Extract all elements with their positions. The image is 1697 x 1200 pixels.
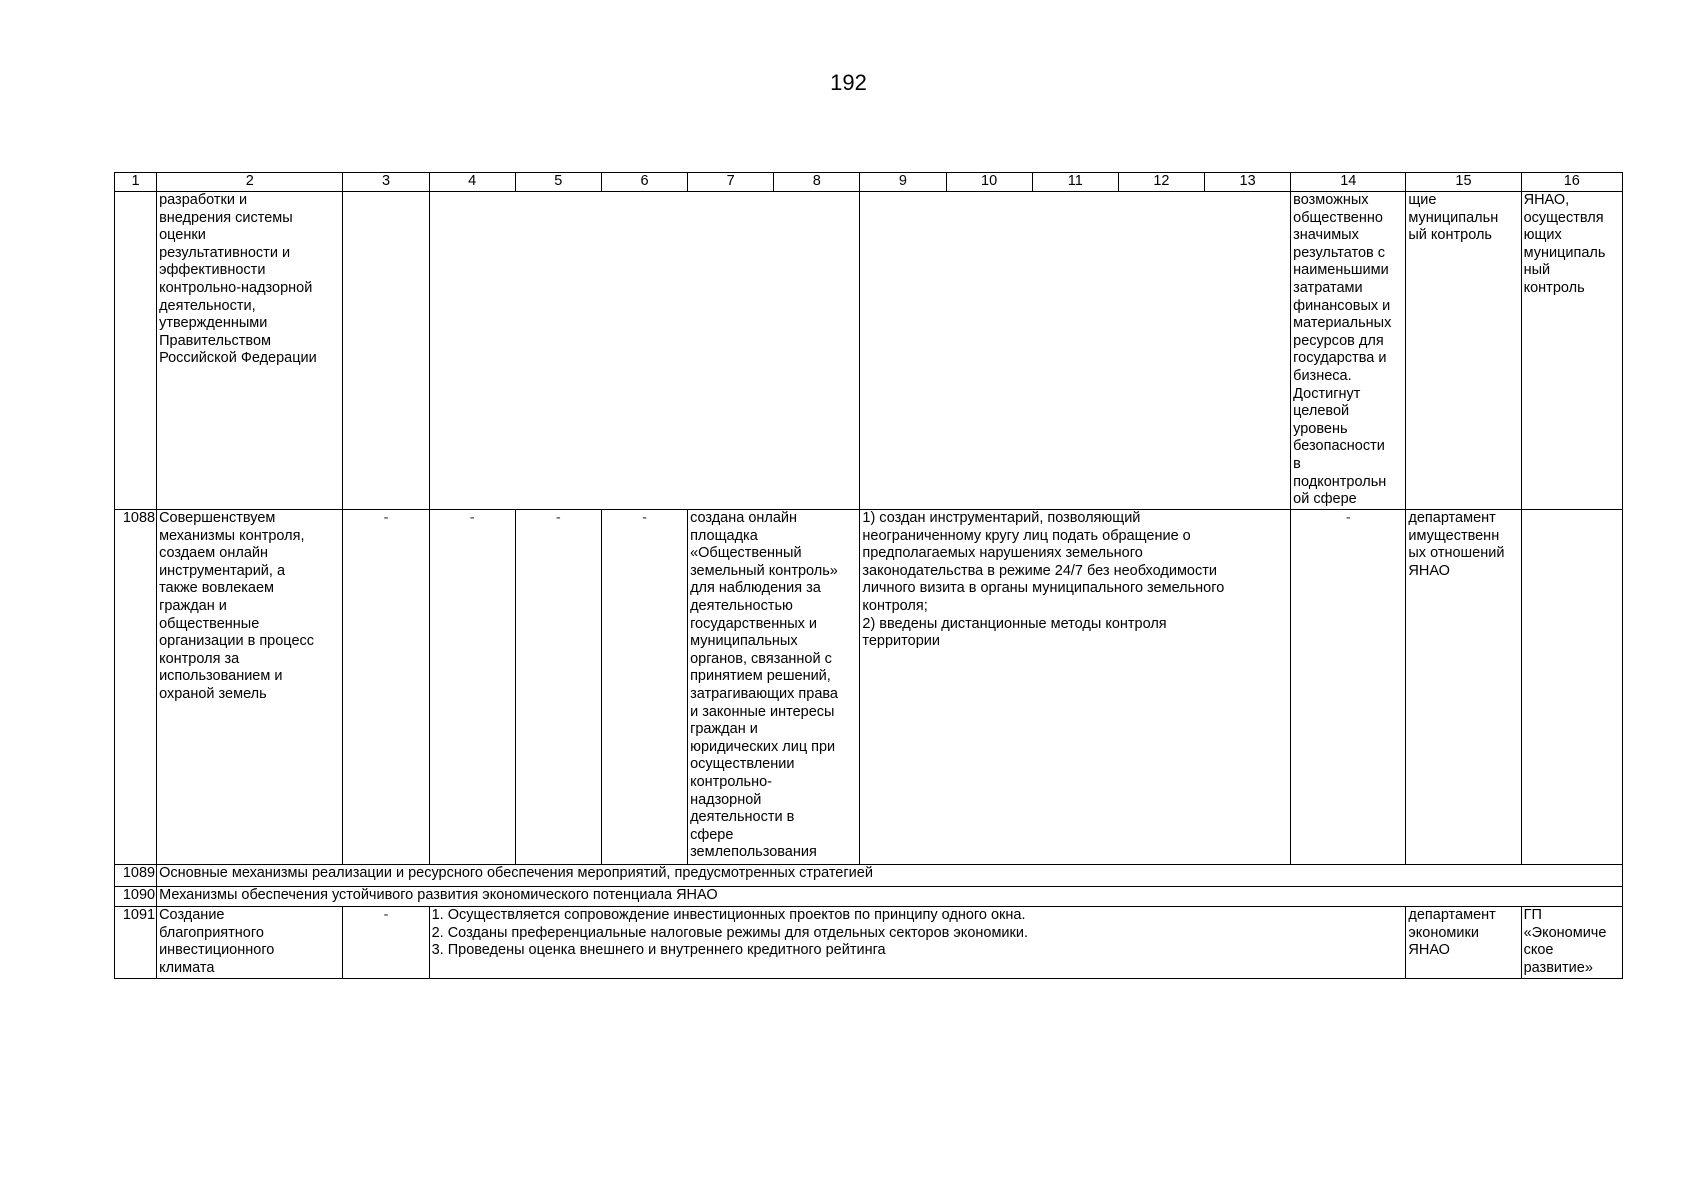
column-header: 16 xyxy=(1521,173,1622,192)
column-header: 1 xyxy=(115,173,157,192)
table-header-row xyxy=(115,173,1623,192)
column-header: 3 xyxy=(343,173,429,192)
table-cell: - xyxy=(429,510,515,865)
column-header: 9 xyxy=(860,173,946,192)
table-cell: - xyxy=(343,510,429,865)
column-header: 7 xyxy=(688,173,774,192)
column-header: 14 xyxy=(1291,173,1406,192)
row-number-cell: 1090 xyxy=(115,887,157,907)
section-heading-cell: Механизмы обеспечения устойчивого развития экономического потенциала ЯНАО xyxy=(157,887,1623,907)
column-header: 10 xyxy=(946,173,1032,192)
table-row-1089 xyxy=(115,865,1623,887)
table-row-continuation xyxy=(115,192,1623,510)
table-row-1090 xyxy=(115,887,1623,907)
stage-result-cell: создана онлайн площадка «Общественный земельный контроль» для наблюдения за деятельностью государственных и муниципальных органов, связанной с принятием решений, затрагивающих права и законные интересы граждан и юридических лиц при осуществлении контрольно- надзорной деятельности в сфере землепользования xyxy=(688,510,860,865)
table-row-1088 xyxy=(115,510,1623,865)
executor-cell: департамент имущественн ых отношений ЯНАО xyxy=(1406,510,1521,865)
column-header: 12 xyxy=(1118,173,1204,192)
table-row-1091 xyxy=(115,907,1623,979)
column-header: 6 xyxy=(601,173,687,192)
table-cell: - xyxy=(515,510,601,865)
table-cell: - xyxy=(343,907,429,979)
row-number-cell xyxy=(115,192,157,510)
measure-name-cell: Создание благоприятного инвестиционного климата xyxy=(157,907,343,979)
column-header: 4 xyxy=(429,173,515,192)
table-cell xyxy=(860,192,1291,510)
stage-result-cell: 1. Осуществляется сопровождение инвестиционных проектов по принципу одного окна. 2. Созданы преференциальные налоговые режимы для отдельных секторов экономики. 3. Проведены оценка внешнего и внутреннего кредитного рейтинга xyxy=(429,907,1406,979)
column-header: 13 xyxy=(1205,173,1291,192)
program-cell: ЯНАО, осуществля ющих муниципаль ный контроль xyxy=(1521,192,1622,510)
page-number: 192 xyxy=(830,70,867,95)
column-header: 8 xyxy=(774,173,860,192)
row-number-cell: 1088 xyxy=(115,510,157,865)
table-cell: - xyxy=(1291,510,1406,865)
program-cell xyxy=(1521,510,1622,865)
executor-cell: щие муниципальн ый контроль xyxy=(1406,192,1521,510)
result-cell: возможных общественно значимых результатов с наименьшими затратами финансовых и материальных ресурсов для государства и бизнеса. Достигнут целевой уровень безопасности в подконтрольн ой сфере xyxy=(1291,192,1406,510)
table-cell xyxy=(343,192,429,510)
column-header: 5 xyxy=(515,173,601,192)
row-number-cell: 1091 xyxy=(115,907,157,979)
table-cell: - xyxy=(601,510,687,865)
column-header: 15 xyxy=(1406,173,1521,192)
section-heading-cell: Основные механизмы реализации и ресурсного обеспечения мероприятий, предусмотренных стратегией xyxy=(157,865,1623,887)
measure-name-cell: Совершенствуем механизмы контроля, создаем онлайн инструментарий, а также вовлекаем граждан и общественные организации в процесс контроля за использованием и охраной земель xyxy=(157,510,343,865)
document-table xyxy=(114,172,1623,979)
row-number-cell: 1089 xyxy=(115,865,157,887)
program-cell: ГП «Экономиче ское развитие» xyxy=(1521,907,1622,979)
stage-result-cell: 1) создан инструментарий, позволяющий неограниченному кругу лиц подать обращение о предполагаемых нарушениях земельного законодательства в режиме 24/7 без необходимости личного визита в органы муниципального земельного контроля; 2) введены дистанционные методы контроля территории xyxy=(860,510,1291,865)
executor-cell: департамент экономики ЯНАО xyxy=(1406,907,1521,979)
table-cell xyxy=(429,192,860,510)
measure-name-cell: разработки и внедрения системы оценки результативности и эффективности контрольно-надзорной деятельности, утвержденными Правительством Российской Федерации xyxy=(157,192,343,510)
column-header: 11 xyxy=(1032,173,1118,192)
column-header: 2 xyxy=(157,173,343,192)
